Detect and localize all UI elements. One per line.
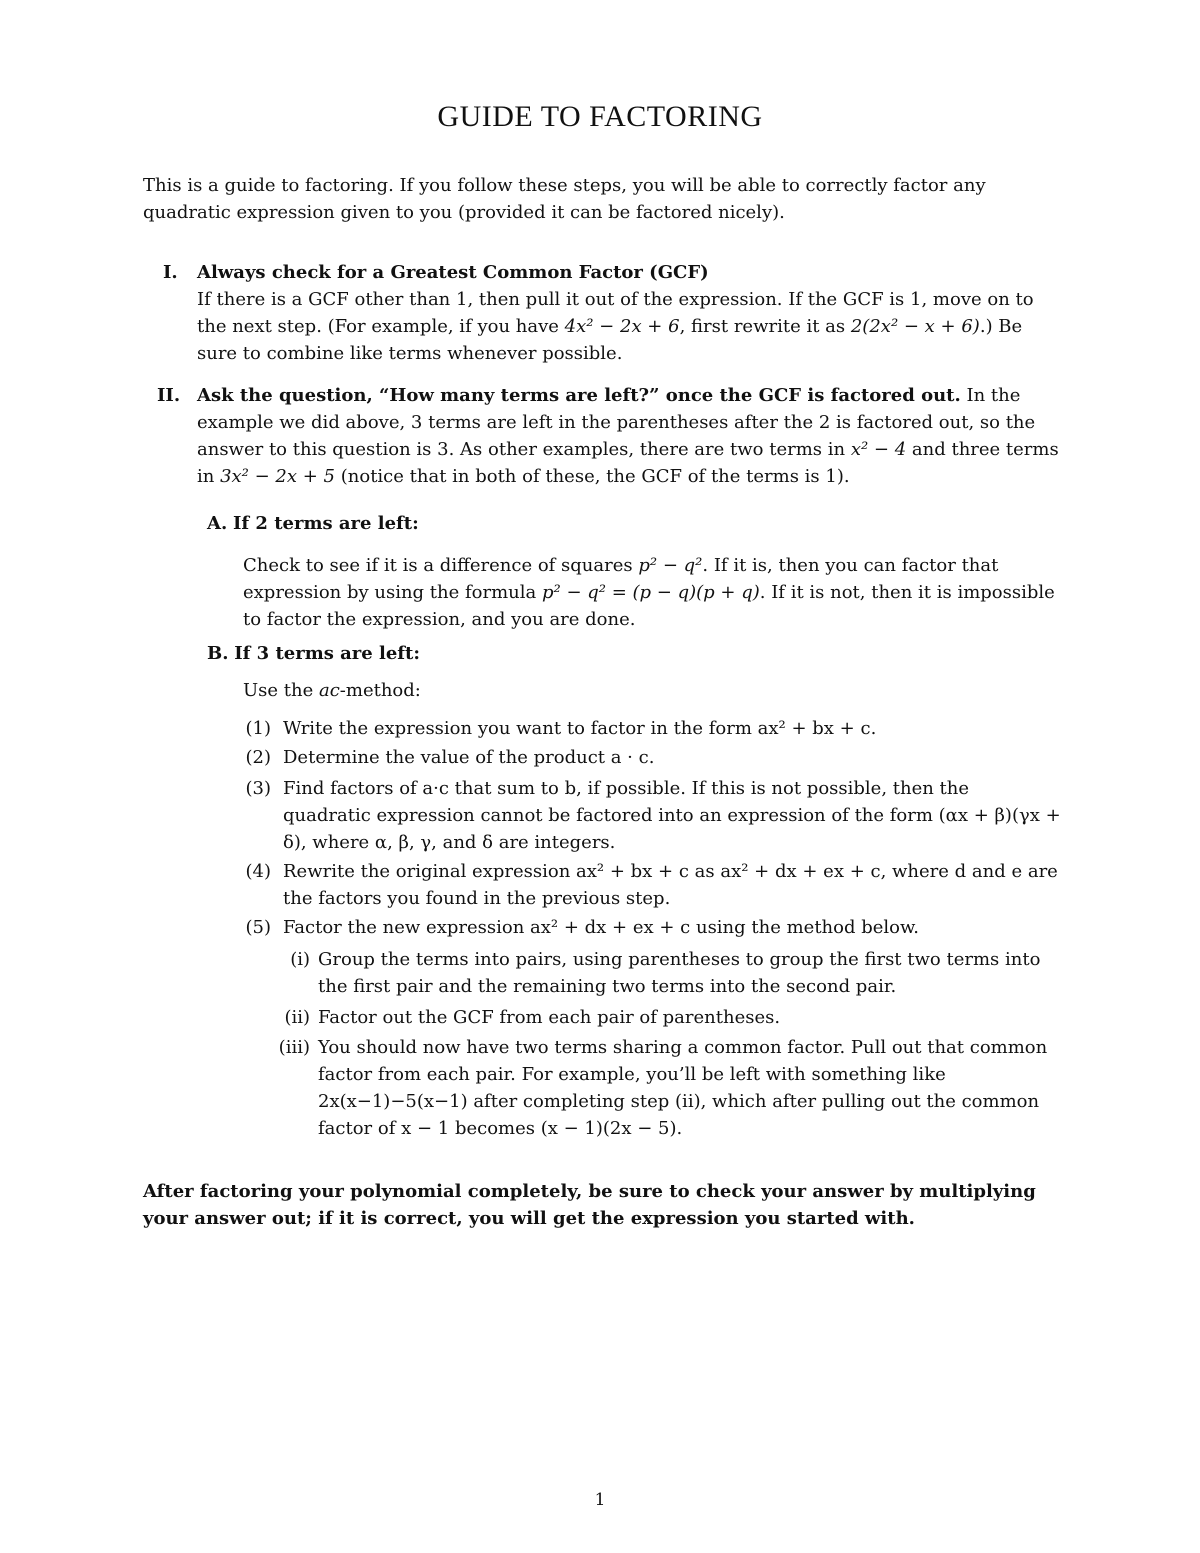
ac-method-steps xyxy=(243,715,1061,742)
substep-item: (iii) You should now have two terms sharing a common factor. Pull out that common factor from each pair. For example, you’ll be left with something like 2x(x−1)−5(x−1) after completing step (ii), which after pulling out the common factor of x − 1 becomes (x − 1)(2x − 5). xyxy=(278,1037,1048,1139)
page-number: 1 xyxy=(594,1490,606,1510)
step-item: (3) Find factors of a·c that sum to b, if possible. If this is not possible, then the quadratic expression cannot be factored into an expression of the form (αx + β)(γx + δ), where α, β, γ, and δ are integers. xyxy=(245,778,1061,853)
intro-paragraph: This is a guide to factoring. If you follow these steps, you will be able to correctly factor any quadratic expression given to you (provided it can be factored nicely). xyxy=(143,175,986,223)
subsection-number: A. xyxy=(207,513,228,534)
subsection-heading: If 2 terms are left: xyxy=(232,513,419,534)
section-body xyxy=(197,259,1061,367)
section-number: II. xyxy=(157,385,181,406)
section-text: Ask the question, “How many terms are left?” once the GCF is factored out. In the example we did above, 3 terms are left in the parentheses after the 2 is factored out, so the answer to this question is 3. As other examples, there are two terms in x² − 4 and three terms in 3x² − 2x + 5 (notice that in both of these, the GCF of the terms is 1). xyxy=(197,385,1059,487)
document-page: GUIDE TO FACTORING This is a guide to factoring. If you follow these steps, you will be able to correctly factor any quadratic expression given to you (provided it can be factored nicely). I. Always check for a Greatest Common Factor (GCF) If there is a GCF other than 1, then pull it out of the expression. If the GCF is 1, move on to the next step. (For example, if you have 4x² − 2x + 6, first rewrite it as 2(2x² − x + 6).) Be sure to combine like terms whenever possible. II. Ask the question, “How many terms are left?” once the GCF is factored out. In the example we did above, 3 terms are left in the parentheses after the 2 is factored out, so the answer to this question is 3. As other examples, there are two terms in x² − 4 and three terms in 3x² − 2x + 5 (notice that in both of these, the GCF of the terms is 1). A. If 2 terms are left: Check to see if it is a difference of squares p² − q². If it is, then you can factor that expression by using the formula p² − q² = (p − q)(p + q). If it is not, then it is impossible to factor the expression, and you are done. B. If 3 terms are left: Use the ac-method: (1) Write the expression you want to factor in the form ax² + bx + c. (2) Determine the value of the product a · c. (3) Find factors of a·c that sum to b, if possible. If this is not possible, then the quadratic expression cannot be factored into an expression of the form (αx + β)(γx + δ), where α, β, γ, and δ are integers. (4) Rewrite the original expression ax² + bx + c as ax² + dx + ex + c, where d and e are the factors you found in the previous step. (5) Factor the new expression ax² + dx + ex + c using the method below. (i) Group the terms into pairs, using parentheses to group the first two terms into the first pair and the remaining two terms into the second pair. (ii) Factor out the GCF from each pair of parentheses. (iii) You should now have two terms sharing a common factor. Pull out that common factor from each pair. For example, you’ll be left with something like 2x(x−1)−5(x−1) after completing step (ii), which after pulling out the common factor of x − 1 becomes (x − 1)(2x − 5). After factoring your polynomial completely, be sure to check your answer by multiplying your answer out; if it is correct, you will get the expression you started with. 1 xyxy=(0,0,1200,1553)
section-body xyxy=(197,382,1061,490)
step-item: (1) Write the expression you want to factor in the form ax² + bx + c. xyxy=(245,718,877,739)
subsection-three-terms xyxy=(207,640,1061,667)
math-expression: p² − q² = (p − q)(p + q) xyxy=(541,582,760,603)
step-item: (4) Rewrite the original expression ax² + bx + c as ax² + dx + ex + c, where d and e are the factors you found in the previous step. xyxy=(245,861,1058,909)
section-number: I. xyxy=(163,262,178,283)
ac-method-intro: Use the ac-method: xyxy=(243,680,421,701)
math-expression: p² − q² xyxy=(638,555,703,576)
math-expression: 2(2x² − x + 6) xyxy=(850,316,980,337)
math-expression: 4x² − 2x + 6 xyxy=(564,316,680,337)
math-expression: 3x² − 2x + 5 xyxy=(220,466,336,487)
section-heading: Always check for a Greatest Common Factor (GCF) xyxy=(197,262,709,283)
section-text: If there is a GCF other than 1, then pull it out of the expression. If the GCF is 1, move on to the next step. (For example, if you have 4x² − 2x + 6, first rewrite it as 2(2x² − x + 6).) Be sure to combine like terms whenever possible. xyxy=(197,289,1034,364)
subsection-number: B. xyxy=(207,643,229,664)
subsection-two-terms-text: Check to see if it is a difference of squares p² − q². If it is, then you can factor that expression by using the formula p² − q² = (p − q)(p + q). If it is not, then it is impossible to factor the expression, and you are done. xyxy=(243,555,1055,630)
subsection-heading: If 3 terms are left: xyxy=(234,643,420,664)
page-title: GUIDE TO FACTORING xyxy=(437,100,763,133)
substep-item: (i) Group the terms into pairs, using parentheses to group the first two terms into the first pair and the remaining two terms into the second pair. xyxy=(290,949,1041,997)
section-heading: Ask the question, “How many terms are left?” once the GCF is factored out. xyxy=(197,385,961,406)
subsection-two-terms xyxy=(207,510,1061,537)
conclusion-paragraph: After factoring your polynomial completely, be sure to check your answer by multiplying your answer out; if it is correct, you will get the expression you started with. xyxy=(143,1181,1036,1229)
math-expression: x² − 4 xyxy=(850,439,907,460)
